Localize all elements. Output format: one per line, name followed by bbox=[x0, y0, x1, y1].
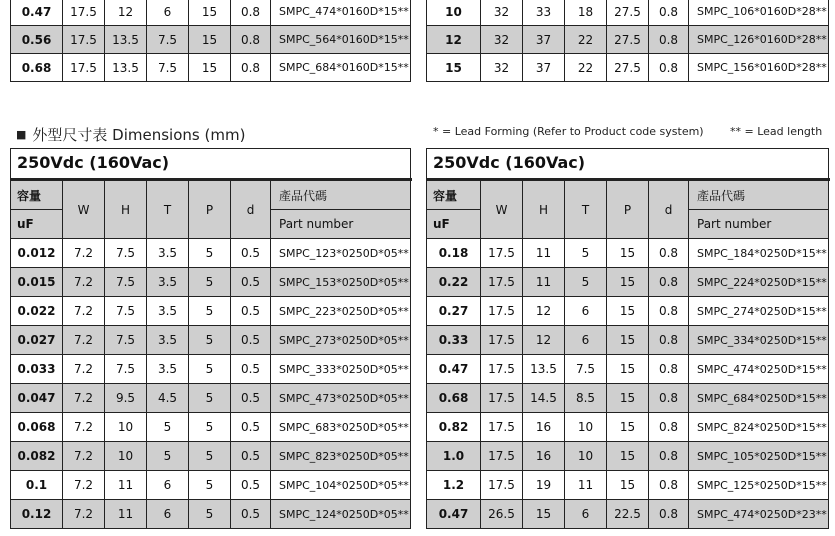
capacity-cell: 0.068 bbox=[11, 413, 63, 442]
h-cell: 7.5 bbox=[105, 268, 147, 297]
t-cell: 4.5 bbox=[147, 384, 189, 413]
table-row bbox=[11, 0, 411, 26]
d-cell: 0.8 bbox=[649, 297, 689, 326]
capacity-cell: 15 bbox=[427, 54, 481, 82]
table-row bbox=[11, 326, 411, 355]
h-cell: 13.5 bbox=[105, 26, 147, 54]
t-cell: 5 bbox=[147, 413, 189, 442]
p-cell: 5 bbox=[189, 239, 231, 268]
w-cell: 17.5 bbox=[481, 326, 523, 355]
p-cell: 15 bbox=[607, 442, 649, 471]
h-cell: 16 bbox=[523, 442, 565, 471]
w-header: W bbox=[481, 181, 523, 239]
part-number-header-en: Part number bbox=[271, 210, 411, 239]
p-cell: 15 bbox=[607, 268, 649, 297]
d-cell: 0.8 bbox=[649, 500, 689, 529]
d-cell: 0.8 bbox=[649, 239, 689, 268]
h-cell: 19 bbox=[523, 471, 565, 500]
table-row bbox=[427, 326, 829, 355]
h-cell: 11 bbox=[523, 268, 565, 297]
part-number-cell: SMPC_105*0250D*15** bbox=[689, 442, 829, 471]
w-cell: 7.2 bbox=[63, 500, 105, 529]
part-number-cell: SMPC_823*0250D*05** bbox=[271, 442, 411, 471]
table-row bbox=[11, 471, 411, 500]
p-cell: 15 bbox=[189, 26, 231, 54]
p-cell: 15 bbox=[607, 413, 649, 442]
h-cell: 10 bbox=[105, 442, 147, 471]
t-cell: 3.5 bbox=[147, 239, 189, 268]
w-header: W bbox=[63, 181, 105, 239]
right-table-title: 250Vdc (160Vac) bbox=[426, 148, 829, 178]
capacity-header-cn: 容量 bbox=[427, 181, 481, 210]
capacity-cell: 0.68 bbox=[11, 54, 63, 82]
d-cell: 0.5 bbox=[231, 297, 271, 326]
p-cell: 5 bbox=[189, 297, 231, 326]
p-cell: 15 bbox=[607, 297, 649, 326]
part-number-cell: SMPC_474*0250D*15** bbox=[689, 355, 829, 384]
part-number-cell: SMPC_683*0250D*05** bbox=[271, 413, 411, 442]
h-cell: 7.5 bbox=[105, 297, 147, 326]
w-cell: 7.2 bbox=[63, 413, 105, 442]
part-number-cell: SMPC_184*0250D*15** bbox=[689, 239, 829, 268]
table-row bbox=[11, 355, 411, 384]
d-cell: 0.8 bbox=[649, 0, 689, 26]
part-number-header-cn: 產品代碼 bbox=[689, 181, 829, 210]
h-cell: 11 bbox=[105, 500, 147, 529]
t-cell: 7.5 bbox=[147, 26, 189, 54]
left-table-title: 250Vdc (160Vac) bbox=[10, 148, 411, 178]
d-cell: 0.5 bbox=[231, 384, 271, 413]
capacity-cell: 0.012 bbox=[11, 239, 63, 268]
capacity-cell: 0.12 bbox=[11, 500, 63, 529]
h-cell: 33 bbox=[523, 0, 565, 26]
part-number-cell: SMPC_474*0250D*23** bbox=[689, 500, 829, 529]
p-cell: 5 bbox=[189, 442, 231, 471]
d-cell: 0.8 bbox=[649, 384, 689, 413]
p-cell: 15 bbox=[189, 0, 231, 26]
table-row bbox=[11, 384, 411, 413]
d-cell: 0.5 bbox=[231, 326, 271, 355]
capacity-cell: 0.047 bbox=[11, 384, 63, 413]
capacity-cell: 12 bbox=[427, 26, 481, 54]
h-cell: 11 bbox=[523, 239, 565, 268]
capacity-cell: 0.18 bbox=[427, 239, 481, 268]
t-cell: 5 bbox=[565, 239, 607, 268]
t-cell: 7.5 bbox=[147, 54, 189, 82]
p-cell: 5 bbox=[189, 384, 231, 413]
h-cell: 12 bbox=[523, 326, 565, 355]
w-cell: 17.5 bbox=[481, 384, 523, 413]
top-left-table bbox=[10, 0, 411, 82]
lead-forming-note: * = Lead Forming (Refer to Product code system) bbox=[433, 125, 704, 138]
part-number-header-cn: 產品代碼 bbox=[271, 181, 411, 210]
table-row bbox=[427, 0, 829, 26]
table-row bbox=[11, 26, 411, 54]
w-cell: 7.2 bbox=[63, 471, 105, 500]
part-number-cell: SMPC_223*0250D*05** bbox=[271, 297, 411, 326]
d-cell: 0.8 bbox=[649, 413, 689, 442]
p-cell: 15 bbox=[189, 54, 231, 82]
part-number-cell: SMPC_474*0160D*15** bbox=[271, 0, 411, 26]
table-row bbox=[427, 26, 829, 54]
part-number-cell: SMPC_564*0160D*15** bbox=[271, 26, 411, 54]
t-cell: 6 bbox=[565, 297, 607, 326]
section-title bbox=[16, 124, 245, 145]
d-cell: 0.8 bbox=[649, 471, 689, 500]
d-cell: 0.5 bbox=[231, 471, 271, 500]
w-cell: 17.5 bbox=[481, 268, 523, 297]
p-cell: 5 bbox=[189, 268, 231, 297]
h-cell: 37 bbox=[523, 54, 565, 82]
p-cell: 15 bbox=[607, 326, 649, 355]
w-cell: 26.5 bbox=[481, 500, 523, 529]
t-header: T bbox=[147, 181, 189, 239]
capacity-cell: 0.022 bbox=[11, 297, 63, 326]
header-row bbox=[427, 181, 829, 210]
capacity-cell: 0.015 bbox=[11, 268, 63, 297]
t-cell: 18 bbox=[565, 0, 607, 26]
t-header: T bbox=[565, 181, 607, 239]
p-cell: 22.5 bbox=[607, 500, 649, 529]
t-cell: 7.5 bbox=[565, 355, 607, 384]
p-header: P bbox=[189, 181, 231, 239]
part-number-header-en: Part number bbox=[689, 210, 829, 239]
p-cell: 5 bbox=[189, 500, 231, 529]
table-row bbox=[427, 442, 829, 471]
p-cell: 5 bbox=[189, 326, 231, 355]
w-cell: 17.5 bbox=[481, 442, 523, 471]
h-cell: 7.5 bbox=[105, 239, 147, 268]
capacity-cell: 0.47 bbox=[427, 500, 481, 529]
w-cell: 7.2 bbox=[63, 355, 105, 384]
part-number-cell: SMPC_156*0160D*28** bbox=[689, 54, 829, 82]
left-dimensions-table bbox=[10, 180, 411, 529]
table-row bbox=[427, 297, 829, 326]
t-cell: 6 bbox=[565, 500, 607, 529]
part-number-cell: SMPC_473*0250D*05** bbox=[271, 384, 411, 413]
t-cell: 22 bbox=[565, 54, 607, 82]
part-number-cell: SMPC_104*0250D*05** bbox=[271, 471, 411, 500]
part-number-cell: SMPC_124*0250D*05** bbox=[271, 500, 411, 529]
p-cell: 27.5 bbox=[607, 26, 649, 54]
h-cell: 7.5 bbox=[105, 326, 147, 355]
d-cell: 0.5 bbox=[231, 355, 271, 384]
t-cell: 6 bbox=[147, 500, 189, 529]
w-cell: 17.5 bbox=[481, 355, 523, 384]
capacity-header-cn: 容量 bbox=[11, 181, 63, 210]
capacity-cell: 0.56 bbox=[11, 26, 63, 54]
bullet-square-icon: ■ bbox=[16, 128, 27, 141]
t-cell: 10 bbox=[565, 413, 607, 442]
h-cell: 13.5 bbox=[105, 54, 147, 82]
h-cell: 37 bbox=[523, 26, 565, 54]
lead-length-note: ** = Lead length bbox=[730, 125, 823, 138]
table-row bbox=[427, 268, 829, 297]
top-right-table bbox=[426, 0, 829, 82]
section-title-text: 外型尺寸表 Dimensions (mm) bbox=[32, 126, 246, 144]
w-cell: 32 bbox=[481, 26, 523, 54]
w-cell: 7.2 bbox=[63, 442, 105, 471]
part-number-cell: SMPC_684*0160D*15** bbox=[271, 54, 411, 82]
w-cell: 7.2 bbox=[63, 384, 105, 413]
d-cell: 0.8 bbox=[649, 326, 689, 355]
w-cell: 17.5 bbox=[481, 297, 523, 326]
table-row bbox=[11, 268, 411, 297]
right-dimensions-table bbox=[426, 180, 829, 529]
part-number-cell: SMPC_274*0250D*15** bbox=[689, 297, 829, 326]
t-cell: 3.5 bbox=[147, 355, 189, 384]
d-cell: 0.8 bbox=[649, 442, 689, 471]
d-cell: 0.8 bbox=[649, 355, 689, 384]
capacity-cell: 1.0 bbox=[427, 442, 481, 471]
table-row bbox=[427, 239, 829, 268]
w-cell: 32 bbox=[481, 54, 523, 82]
table-row bbox=[11, 413, 411, 442]
table-row bbox=[427, 384, 829, 413]
t-cell: 6 bbox=[565, 326, 607, 355]
w-cell: 17.5 bbox=[481, 471, 523, 500]
p-cell: 27.5 bbox=[607, 54, 649, 82]
d-cell: 0.8 bbox=[231, 26, 271, 54]
capacity-unit-header: uF bbox=[427, 210, 481, 239]
part-number-cell: SMPC_106*0160D*28** bbox=[689, 0, 829, 26]
w-cell: 17.5 bbox=[63, 54, 105, 82]
capacity-cell: 10 bbox=[427, 0, 481, 26]
table-row bbox=[427, 355, 829, 384]
capacity-cell: 0.1 bbox=[11, 471, 63, 500]
part-number-cell: SMPC_824*0250D*15** bbox=[689, 413, 829, 442]
part-number-cell: SMPC_684*0250D*15** bbox=[689, 384, 829, 413]
capacity-cell: 0.082 bbox=[11, 442, 63, 471]
h-cell: 13.5 bbox=[523, 355, 565, 384]
h-cell: 11 bbox=[105, 471, 147, 500]
table-row bbox=[11, 54, 411, 82]
table-row bbox=[11, 239, 411, 268]
capacity-cell: 0.47 bbox=[427, 355, 481, 384]
part-number-cell: SMPC_273*0250D*05** bbox=[271, 326, 411, 355]
table-row bbox=[427, 500, 829, 529]
d-cell: 0.5 bbox=[231, 500, 271, 529]
w-cell: 32 bbox=[481, 0, 523, 26]
part-number-cell: SMPC_123*0250D*05** bbox=[271, 239, 411, 268]
h-cell: 16 bbox=[523, 413, 565, 442]
d-cell: 0.5 bbox=[231, 442, 271, 471]
t-cell: 5 bbox=[147, 442, 189, 471]
d-cell: 0.8 bbox=[231, 0, 271, 26]
capacity-cell: 0.68 bbox=[427, 384, 481, 413]
capacity-unit-header: uF bbox=[11, 210, 63, 239]
capacity-cell: 0.22 bbox=[427, 268, 481, 297]
t-cell: 3.5 bbox=[147, 297, 189, 326]
t-cell: 3.5 bbox=[147, 326, 189, 355]
h-cell: 9.5 bbox=[105, 384, 147, 413]
w-cell: 7.2 bbox=[63, 239, 105, 268]
part-number-cell: SMPC_125*0250D*15** bbox=[689, 471, 829, 500]
d-cell: 0.5 bbox=[231, 239, 271, 268]
w-cell: 7.2 bbox=[63, 326, 105, 355]
w-cell: 17.5 bbox=[63, 26, 105, 54]
capacity-cell: 0.33 bbox=[427, 326, 481, 355]
h-cell: 14.5 bbox=[523, 384, 565, 413]
w-cell: 17.5 bbox=[481, 239, 523, 268]
h-header: H bbox=[105, 181, 147, 239]
w-cell: 7.2 bbox=[63, 268, 105, 297]
d-cell: 0.8 bbox=[649, 268, 689, 297]
part-number-cell: SMPC_334*0250D*15** bbox=[689, 326, 829, 355]
header-row bbox=[11, 181, 411, 210]
d-cell: 0.8 bbox=[649, 54, 689, 82]
p-header: P bbox=[607, 181, 649, 239]
w-cell: 17.5 bbox=[63, 0, 105, 26]
t-cell: 3.5 bbox=[147, 268, 189, 297]
table-row bbox=[11, 500, 411, 529]
d-header: d bbox=[231, 181, 271, 239]
capacity-cell: 0.47 bbox=[11, 0, 63, 26]
capacity-cell: 0.27 bbox=[427, 297, 481, 326]
p-cell: 15 bbox=[607, 471, 649, 500]
p-cell: 5 bbox=[189, 471, 231, 500]
p-cell: 15 bbox=[607, 355, 649, 384]
d-cell: 0.8 bbox=[231, 54, 271, 82]
t-cell: 5 bbox=[565, 268, 607, 297]
w-cell: 17.5 bbox=[481, 413, 523, 442]
p-cell: 5 bbox=[189, 355, 231, 384]
t-cell: 22 bbox=[565, 26, 607, 54]
part-number-cell: SMPC_224*0250D*15** bbox=[689, 268, 829, 297]
t-cell: 11 bbox=[565, 471, 607, 500]
table-row bbox=[11, 297, 411, 326]
part-number-cell: SMPC_126*0160D*28** bbox=[689, 26, 829, 54]
h-cell: 7.5 bbox=[105, 355, 147, 384]
part-number-cell: SMPC_333*0250D*05** bbox=[271, 355, 411, 384]
p-cell: 5 bbox=[189, 413, 231, 442]
h-cell: 12 bbox=[523, 297, 565, 326]
p-cell: 15 bbox=[607, 239, 649, 268]
t-cell: 6 bbox=[147, 0, 189, 26]
h-cell: 10 bbox=[105, 413, 147, 442]
d-cell: 0.5 bbox=[231, 268, 271, 297]
p-cell: 27.5 bbox=[607, 0, 649, 26]
t-cell: 8.5 bbox=[565, 384, 607, 413]
part-number-cell: SMPC_153*0250D*05** bbox=[271, 268, 411, 297]
capacity-cell: 0.033 bbox=[11, 355, 63, 384]
w-cell: 7.2 bbox=[63, 297, 105, 326]
d-cell: 0.5 bbox=[231, 413, 271, 442]
d-cell: 0.8 bbox=[649, 26, 689, 54]
t-cell: 6 bbox=[147, 471, 189, 500]
t-cell: 10 bbox=[565, 442, 607, 471]
d-header: d bbox=[649, 181, 689, 239]
table-row bbox=[11, 442, 411, 471]
h-header: H bbox=[523, 181, 565, 239]
table-row bbox=[427, 413, 829, 442]
table-row bbox=[427, 54, 829, 82]
capacity-cell: 0.027 bbox=[11, 326, 63, 355]
p-cell: 15 bbox=[607, 384, 649, 413]
capacity-cell: 0.82 bbox=[427, 413, 481, 442]
capacity-cell: 1.2 bbox=[427, 471, 481, 500]
table-row bbox=[427, 471, 829, 500]
h-cell: 12 bbox=[105, 0, 147, 26]
h-cell: 15 bbox=[523, 500, 565, 529]
